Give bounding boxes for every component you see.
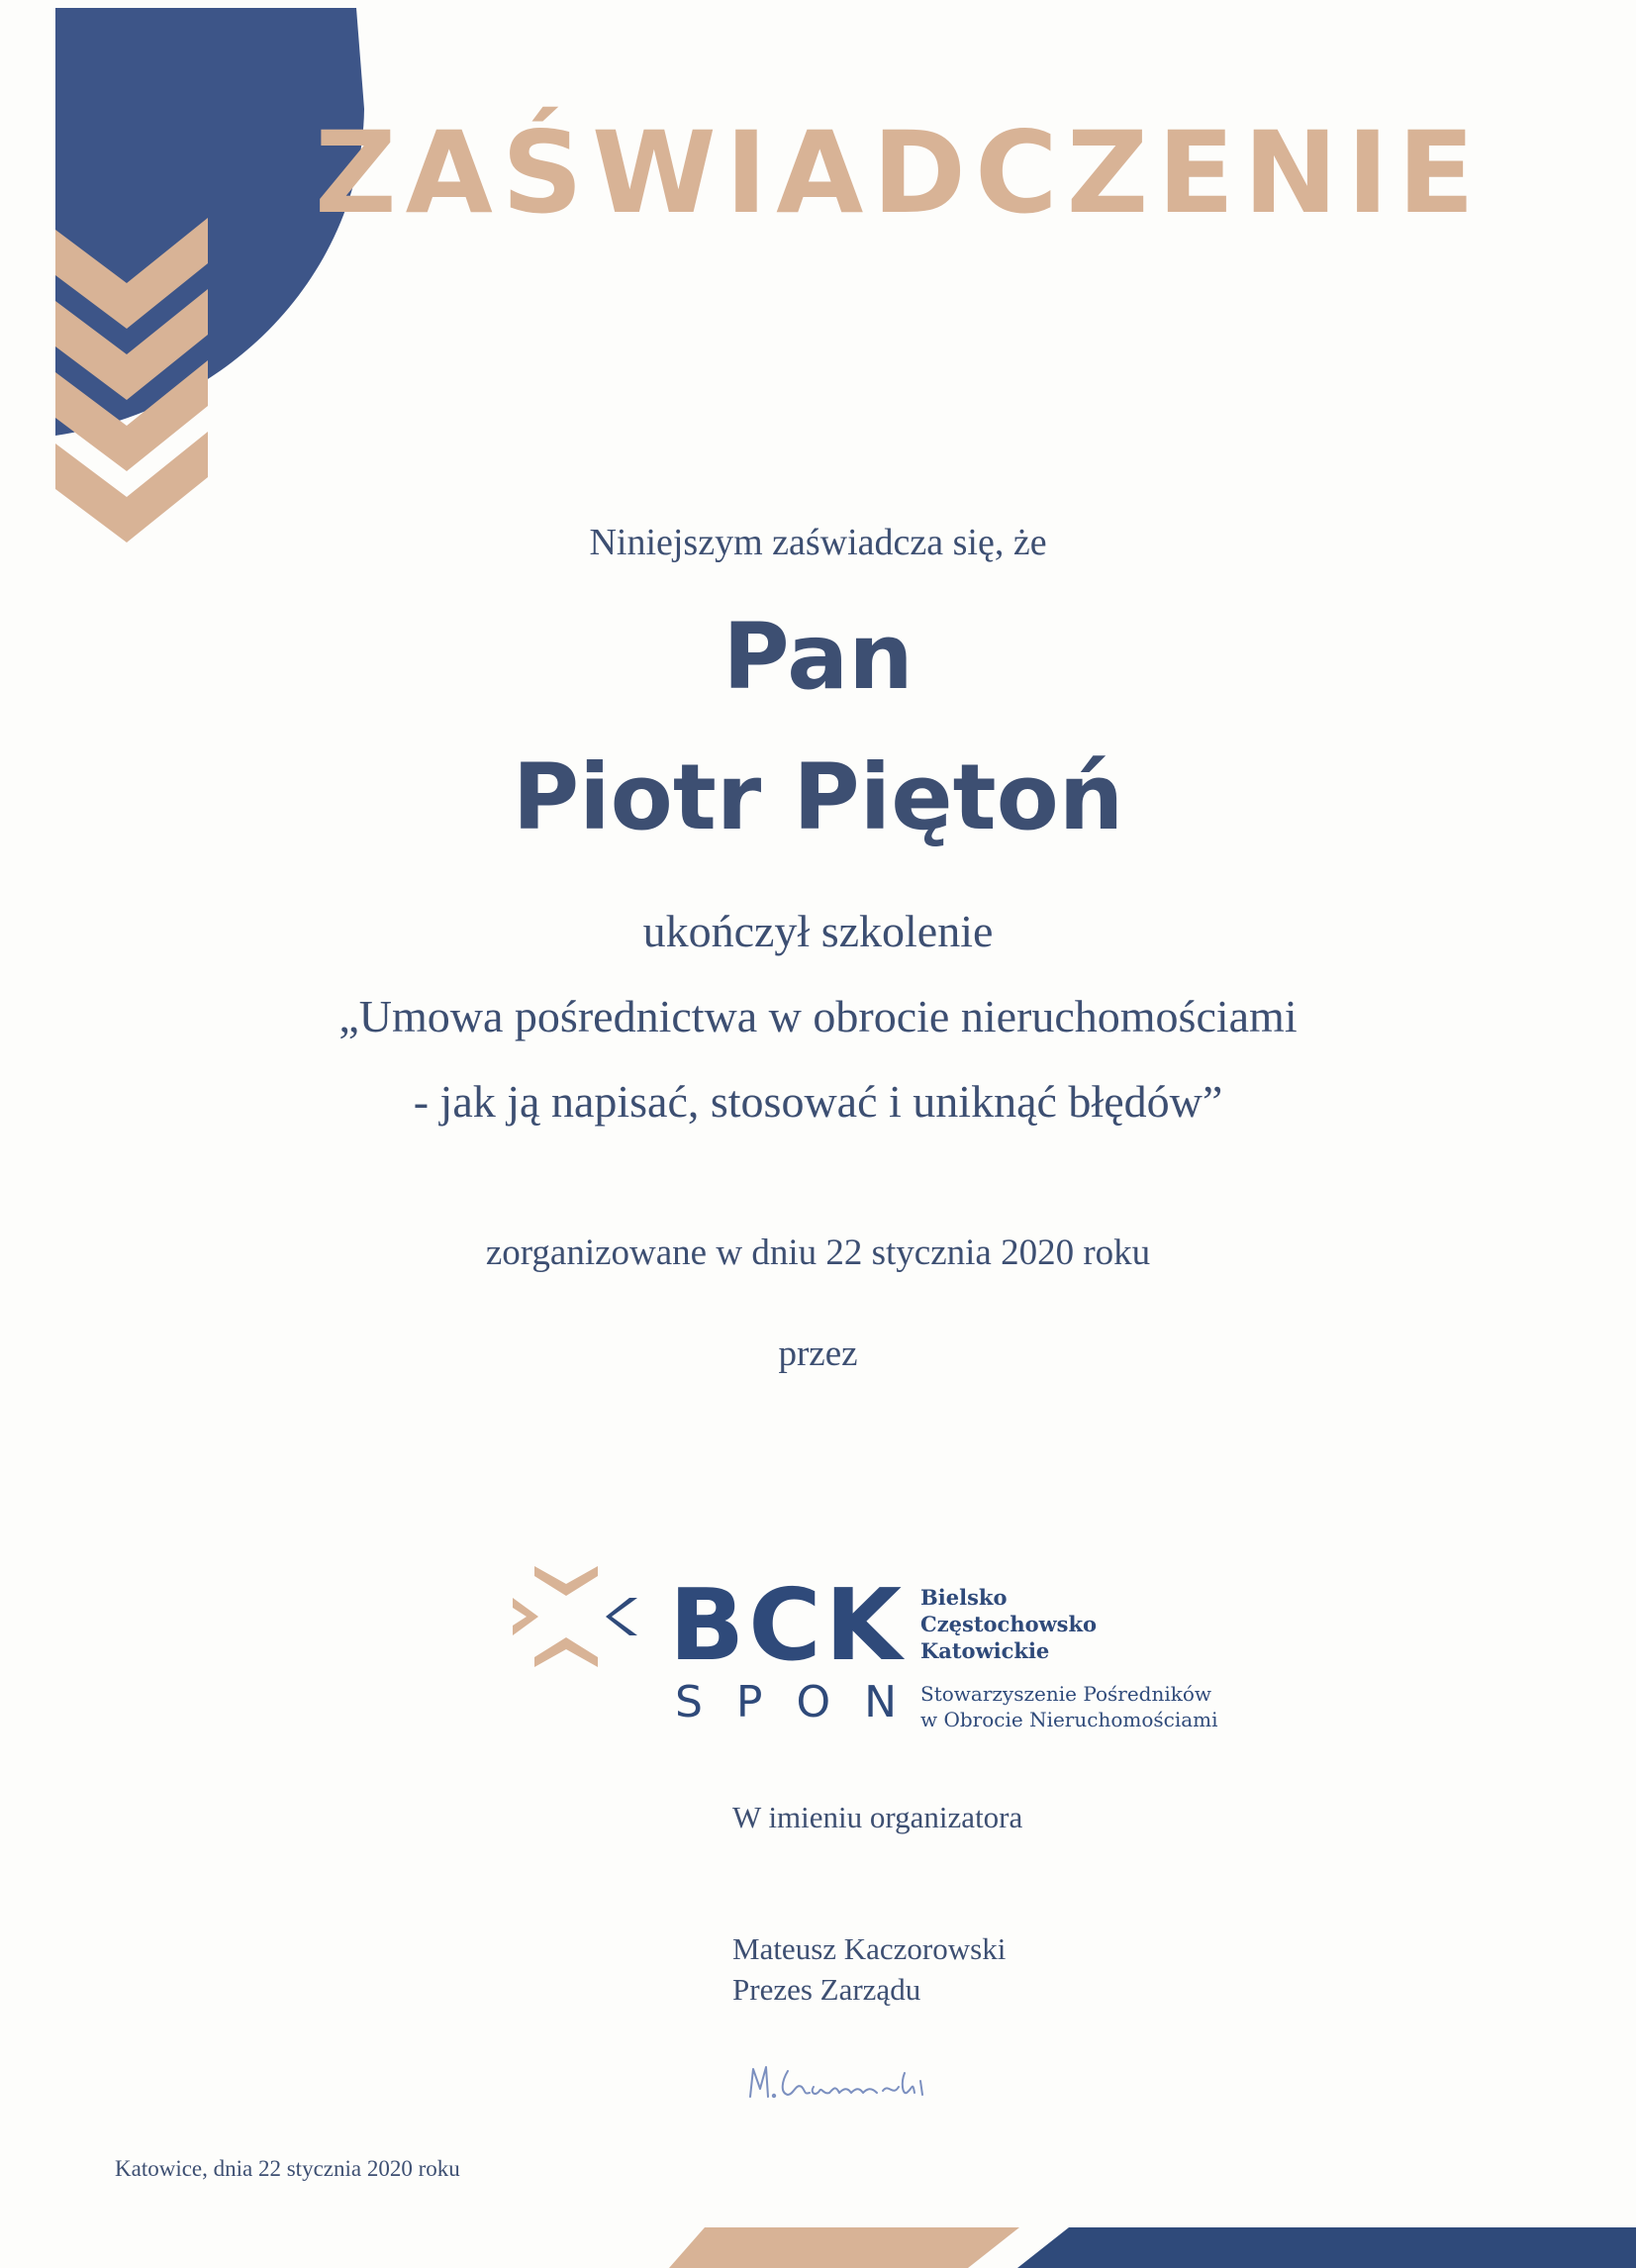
on-behalf-text: W imieniu organizatora — [732, 1800, 1023, 1834]
certificate-title: ZAŚWIADCZENIE — [315, 107, 1484, 239]
recipient-name: Piotr Piętoń — [512, 744, 1124, 850]
logo-text-spon: SPON — [675, 1677, 931, 1727]
region-line-2: Częstochowsko — [920, 1612, 1098, 1636]
intro-text: Niniejszym zaświadcza się, że — [589, 522, 1047, 563]
course-title-line-2: - jak ją napisać, stosować i uniknąć błędów” — [413, 1076, 1223, 1127]
course-title-line-1: „Umowa pośrednictwa w obrocie nieruchomościami — [338, 991, 1298, 1041]
signer-role: Prezes Zarządu — [732, 1972, 921, 2007]
signer-name: Mateusz Kaczorowski — [732, 1931, 1007, 1966]
full-name-line-2: w Obrocie Nieruchomościami — [920, 1708, 1218, 1731]
full-name-line-1: Stowarzyszenie Pośredników — [920, 1682, 1212, 1706]
place-and-date: Katowice, dnia 22 stycznia 2020 roku — [115, 2156, 460, 2181]
logo-text-bck: BCK — [669, 1567, 907, 1683]
region-line-1: Bielsko — [920, 1585, 1008, 1610]
training-date: zorganizowane w dniu 22 stycznia 2020 roku — [485, 1233, 1151, 1273]
by-text: przez — [778, 1333, 858, 1374]
recipient-honorific: Pan — [722, 604, 914, 710]
region-line-3: Katowickie — [920, 1638, 1050, 1663]
completed-text: ukończył szkolenie — [642, 906, 994, 956]
